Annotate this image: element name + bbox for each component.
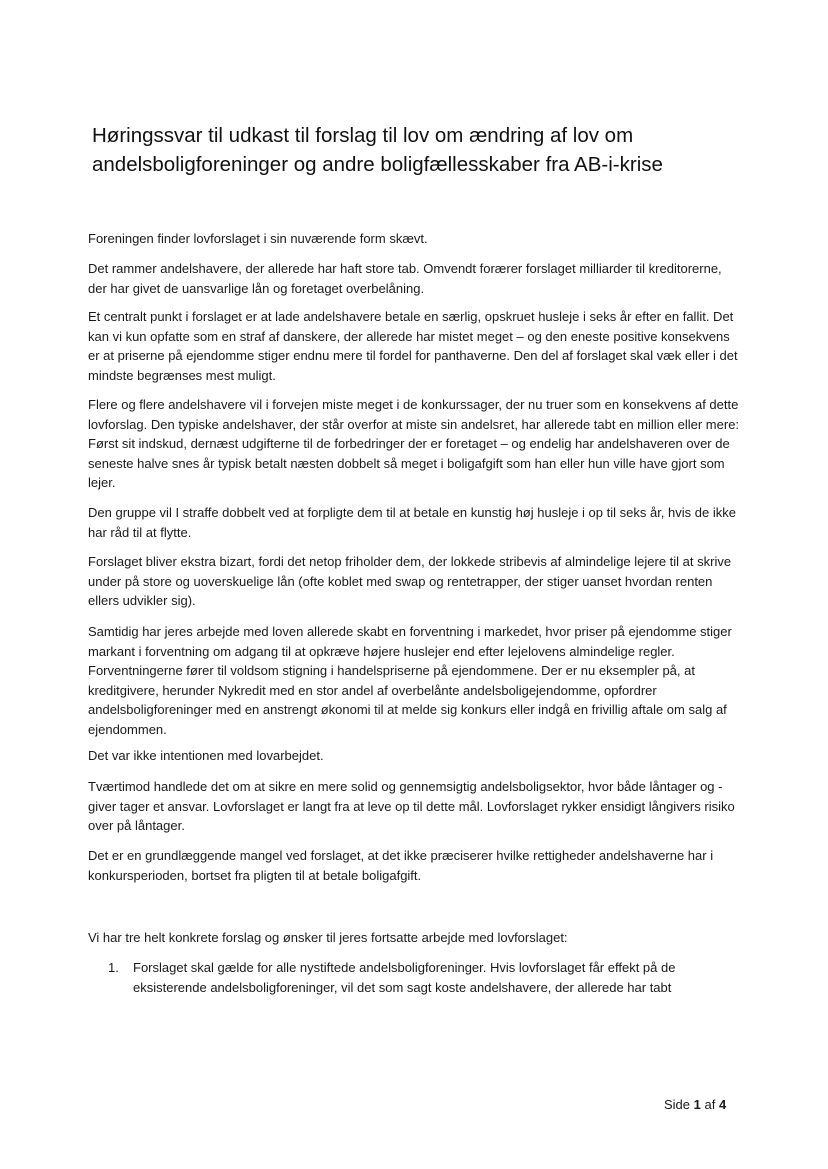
paragraph-7: Samtidig har jeres arbejde med loven allerede skabt en forventning i markedet, hvor priser på ejendomme stiger markant i forventning om adgang til at opkræve højere huslejer end efter lejelovens almindelige regler. Forventningerne fører til voldsom stigning i handelspriserne på ejendommene. Der er nu eksempler på, at kreditgivere, herunder Nykredit med en stor andel af overbelånte andelsboligejendomme, opfordrer andelsboligforeninger med en anstrengt økonomi til at melde sig konkurs eller indgå en frivillig aftale om salg af ejendommen. bbox=[88, 624, 732, 737]
paragraph-4: Flere og flere andelshavere vil i forvejen miste meget i de konkurssager, der nu truer som en konsekvens af dette lovforslag. Den typiske andelshaver, der står overfor at miste sin andelsret, har allerede tabt en million eller mere: Først sit indskud, dernæst udgifterne til de forbedringer der er foretaget – og endelig har andelshaveren over de seneste halve snes år typisk betalt næsten dobbelt så meget i boligafgift som han eller hun ville have gjort som lejer. bbox=[88, 397, 740, 490]
paragraph-8: Det var ikke intentionen med lovarbejdet. bbox=[88, 748, 324, 763]
list-text: Forslaget skal gælde for alle nystiftede andelsboligforeninger. Hvis lovforslaget får effekt på de eksisterende andelsboligforeninger, vil det som sagt koste andelshavere, der allerede har tabt bbox=[133, 960, 676, 995]
paragraph-1: Foreningen finder lovforslaget i sin nuværende form skævt. bbox=[88, 231, 428, 246]
document-title: Høringssvar til udkast til forslag til lov om ændring af lov om andelsboligforeninger og andre boligfællesskaber fra AB-i-krise bbox=[92, 124, 663, 176]
footer-current-page: 1 bbox=[693, 1097, 701, 1112]
footer-prefix: Side bbox=[664, 1097, 691, 1112]
paragraph-2: Det rammer andelshavere, der allerede har haft store tab. Omvendt forærer forslaget milliarder til kreditorerne, der har givet de uansvarlige lån og foretaget overbelåning. bbox=[88, 261, 722, 296]
paragraph-3: Et centralt punkt i forslaget er at lade andelshavere betale en særlig, opskruet husleje i seks år efter en fallit. Det kan vi kun opfatte som en straf af danskere, der allerede har mistet meget – og den eneste positive konsekvens er at priserne på ejendomme stiger endnu mere til fordel for panthaverne. Den del af forslaget skal væk eller i det mindste begrænses mest muligt. bbox=[88, 309, 738, 383]
footer-total-pages: 4 bbox=[718, 1097, 727, 1112]
page-number-footer bbox=[664, 1096, 726, 1114]
footer-separator: af bbox=[704, 1097, 716, 1112]
paragraph-5: Den gruppe vil I straffe dobbelt ved at forpligte dem til at betale en kunstig høj husleje i op til seks år, hvis de ikke har råd til at flytte. bbox=[88, 505, 736, 540]
paragraph-9: Tværtimod handlede det om at sikre en mere solid og gennemsigtig andelsboligsektor, hvor både låntager og -giver tager et ansvar. Lovforslaget er langt fra at leve op til dette mål. Lovforslaget rykker ensidigt långivers risiko over på låntager. bbox=[88, 779, 735, 833]
list-number: 1. bbox=[108, 960, 119, 975]
paragraph-11: Vi har tre helt konkrete forslag og ønsker til jeres fortsatte arbejde med lovforslaget: bbox=[88, 930, 568, 945]
paragraph-6: Forslaget bliver ekstra bizart, fordi det netop friholder dem, der lokkede stribevis af almindelige lejere til at skrive under på store og uoverskuelige lån (ofte koblet med swap og rentetrapper, der stiger uanset hvordan renten ellers udvikler sig). bbox=[88, 554, 732, 608]
paragraph-10: Det er en grundlæggende mangel ved forslaget, at det ikke præciserer hvilke rettigheder andelshaverne har i konkursperioden, bortset fra pligten til at betale boligafgift. bbox=[88, 848, 714, 883]
